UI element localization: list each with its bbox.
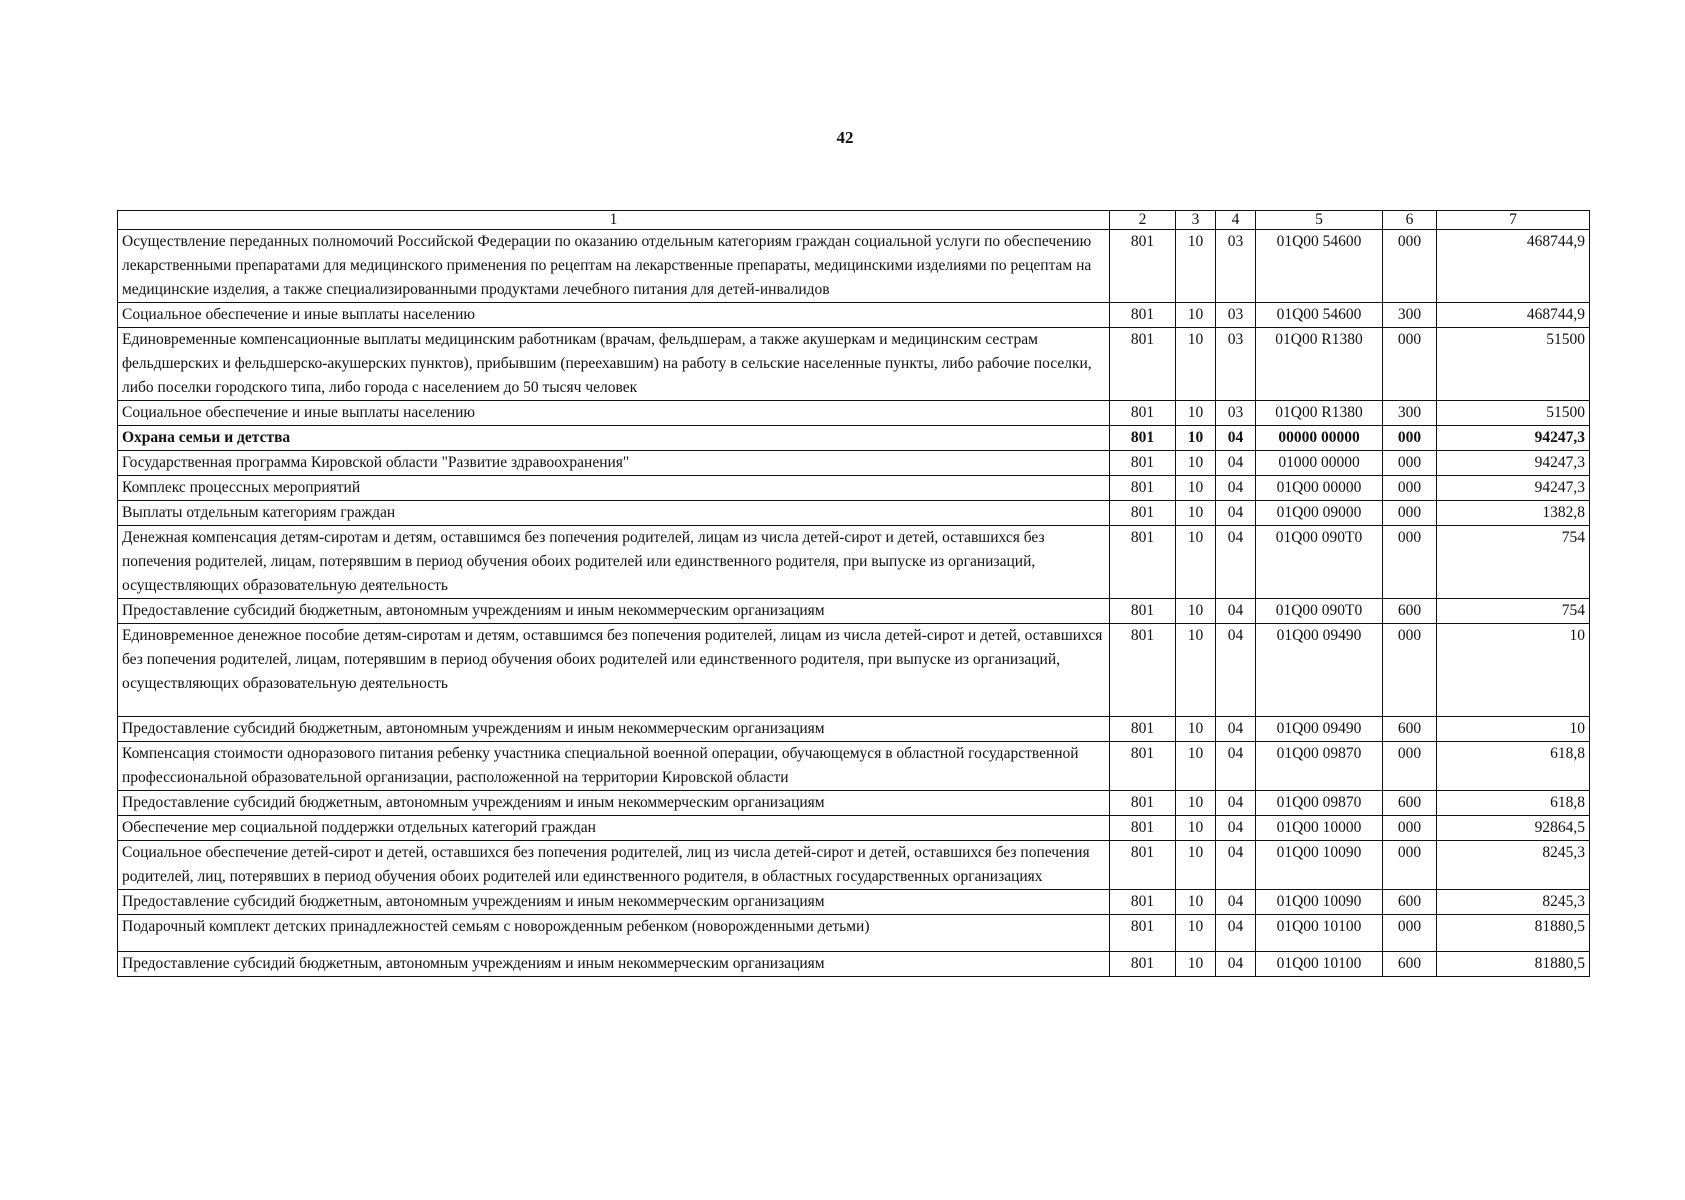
row-target-cell: 01Q00 10000: [1256, 816, 1383, 841]
table-row: [118, 841, 1590, 890]
row-code-cell: 801: [1110, 791, 1176, 816]
row-code-cell: 801: [1110, 952, 1176, 977]
row-code-cell: 801: [1110, 328, 1176, 401]
table-row: [118, 328, 1590, 401]
row-target-cell: 01Q00 09870: [1256, 791, 1383, 816]
row-type-cell: 000: [1383, 476, 1437, 501]
row-subsection-cell: 04: [1216, 451, 1256, 476]
row-target-cell: 01Q00 R1380: [1256, 328, 1383, 401]
row-amount-cell: 10: [1437, 624, 1590, 717]
header-cell: 4: [1216, 211, 1256, 230]
row-name-cell: Предоставление субсидий бюджетным, автономным учреждениям и иным некоммерческим организациям: [118, 791, 1110, 816]
row-target-cell: 01Q00 090T0: [1256, 599, 1383, 624]
row-amount-cell: 8245,3: [1437, 841, 1590, 890]
row-code-cell: 801: [1110, 599, 1176, 624]
row-name-cell: Обеспечение мер социальной поддержки отдельных категорий граждан: [118, 816, 1110, 841]
row-code-cell: 801: [1110, 526, 1176, 599]
row-name-cell: Комплекс процессных мероприятий: [118, 476, 1110, 501]
row-section-cell: 10: [1176, 303, 1216, 328]
row-type-cell: 600: [1383, 890, 1437, 915]
row-target-cell: 01Q00 54600: [1256, 230, 1383, 303]
table-row: [118, 451, 1590, 476]
row-type-cell: 600: [1383, 717, 1437, 742]
row-amount-cell: 618,8: [1437, 742, 1590, 791]
table-row: [118, 230, 1590, 303]
row-name-cell: Социальное обеспечение и иные выплаты населению: [118, 401, 1110, 426]
row-type-cell: 000: [1383, 624, 1437, 717]
row-code-cell: 801: [1110, 841, 1176, 890]
row-name-cell: Выплаты отдельным категориям граждан: [118, 501, 1110, 526]
row-section-cell: 10: [1176, 451, 1216, 476]
row-subsection-cell: 04: [1216, 717, 1256, 742]
row-type-cell: 600: [1383, 791, 1437, 816]
row-type-cell: 000: [1383, 841, 1437, 890]
row-section-cell: 10: [1176, 476, 1216, 501]
row-code-cell: 801: [1110, 303, 1176, 328]
row-section-cell: 10: [1176, 401, 1216, 426]
row-name-cell: Единовременные компенсационные выплаты медицинским работникам (врачам, фельдшерам, а также акушеркам и медицинским сестрам фельдшерских и фельдшерско-акушерских пунктов), прибывшим (переехавшим) на работу в сельские населенные пункты, либо рабочие поселки, либо поселки городского типа, либо города с населением до 50 тысяч человек: [118, 328, 1110, 401]
row-target-cell: 01Q00 09490: [1256, 717, 1383, 742]
row-subsection-cell: 04: [1216, 841, 1256, 890]
row-type-cell: 300: [1383, 401, 1437, 426]
table-row: [118, 717, 1590, 742]
row-name-cell: Денежная компенсация детям-сиротам и детям, оставшимся без попечения родителей, лицам из числа детей-сирот и детей, оставшихся без попечения родителей, лицам, потерявшим в период обучения обоих родителей или единственного родителя, при выпуске из организаций, осуществляющих образовательную деятельность: [118, 526, 1110, 599]
row-subsection-cell: 04: [1216, 624, 1256, 717]
row-amount-cell: 10: [1437, 717, 1590, 742]
row-amount-cell: 754: [1437, 526, 1590, 599]
row-type-cell: 000: [1383, 526, 1437, 599]
row-code-cell: 801: [1110, 476, 1176, 501]
row-type-cell: 000: [1383, 230, 1437, 303]
row-subsection-cell: 03: [1216, 230, 1256, 303]
row-target-cell: 01Q00 09000: [1256, 501, 1383, 526]
row-type-cell: 000: [1383, 328, 1437, 401]
row-type-cell: 000: [1383, 451, 1437, 476]
row-code-cell: 801: [1110, 624, 1176, 717]
row-type-cell: 600: [1383, 952, 1437, 977]
row-subsection-cell: 04: [1216, 816, 1256, 841]
row-target-cell: 01Q00 R1380: [1256, 401, 1383, 426]
row-target-cell: 01Q00 10090: [1256, 841, 1383, 890]
page-number: 42: [836, 128, 854, 147]
table-body: [118, 230, 1590, 977]
table-row: [118, 890, 1590, 915]
row-section-cell: 10: [1176, 791, 1216, 816]
row-target-cell: 01Q00 10100: [1256, 952, 1383, 977]
row-amount-cell: 754: [1437, 599, 1590, 624]
row-section-cell: 10: [1176, 526, 1216, 599]
row-code-cell: 801: [1110, 915, 1176, 952]
row-code-cell: 801: [1110, 451, 1176, 476]
row-target-cell: 01Q00 09490: [1256, 624, 1383, 717]
row-amount-cell: 1382,8: [1437, 501, 1590, 526]
row-subsection-cell: 04: [1216, 599, 1256, 624]
row-subsection-cell: 03: [1216, 328, 1256, 401]
row-amount-cell: 81880,5: [1437, 915, 1590, 952]
row-code-cell: 801: [1110, 426, 1176, 451]
row-name-cell: Предоставление субсидий бюджетным, автономным учреждениям и иным некоммерческим организациям: [118, 599, 1110, 624]
row-type-cell: 000: [1383, 426, 1437, 451]
row-target-cell: 01Q00 54600: [1256, 303, 1383, 328]
row-subsection-cell: 04: [1216, 915, 1256, 952]
table-row: [118, 501, 1590, 526]
row-target-cell: 01Q00 10090: [1256, 890, 1383, 915]
row-amount-cell: 81880,5: [1437, 952, 1590, 977]
table-row: [118, 742, 1590, 791]
row-subsection-cell: 04: [1216, 501, 1256, 526]
header-cell: 2: [1110, 211, 1176, 230]
header-cell: 5: [1256, 211, 1383, 230]
row-name-cell: Государственная программа Кировской области "Развитие здравоохранения": [118, 451, 1110, 476]
row-code-cell: 801: [1110, 401, 1176, 426]
row-name-cell: Подарочный комплект детских принадлежностей семьям с новорожденным ребенком (новорожденными детьми): [118, 915, 1110, 952]
row-target-cell: 01Q00 090T0: [1256, 526, 1383, 599]
row-target-cell: 01Q00 09870: [1256, 742, 1383, 791]
table-row: [118, 952, 1590, 977]
row-subsection-cell: 03: [1216, 401, 1256, 426]
row-amount-cell: 51500: [1437, 328, 1590, 401]
table-row: [118, 426, 1590, 451]
table-row: [118, 526, 1590, 599]
row-section-cell: 10: [1176, 742, 1216, 791]
header-cell: 7: [1437, 211, 1590, 230]
row-target-cell: 01Q00 00000: [1256, 476, 1383, 501]
row-name-cell: Охрана семьи и детства: [118, 426, 1110, 451]
row-target-cell: 01Q00 10100: [1256, 915, 1383, 952]
row-section-cell: 10: [1176, 501, 1216, 526]
row-amount-cell: 468744,9: [1437, 230, 1590, 303]
row-section-cell: 10: [1176, 717, 1216, 742]
row-subsection-cell: 04: [1216, 890, 1256, 915]
row-amount-cell: 94247,3: [1437, 476, 1590, 501]
row-type-cell: 300: [1383, 303, 1437, 328]
row-section-cell: 10: [1176, 426, 1216, 451]
row-amount-cell: 468744,9: [1437, 303, 1590, 328]
row-subsection-cell: 04: [1216, 952, 1256, 977]
row-section-cell: 10: [1176, 599, 1216, 624]
header-cell: 6: [1383, 211, 1437, 230]
row-type-cell: 000: [1383, 742, 1437, 791]
row-section-cell: 10: [1176, 841, 1216, 890]
row-code-cell: 801: [1110, 717, 1176, 742]
row-section-cell: 10: [1176, 915, 1216, 952]
budget-table: [117, 210, 1590, 977]
row-subsection-cell: 04: [1216, 791, 1256, 816]
header-cell: 3: [1176, 211, 1216, 230]
row-type-cell: 000: [1383, 501, 1437, 526]
table-row: [118, 303, 1590, 328]
row-subsection-cell: 04: [1216, 426, 1256, 451]
row-code-cell: 801: [1110, 890, 1176, 915]
row-section-cell: 10: [1176, 328, 1216, 401]
row-section-cell: 10: [1176, 230, 1216, 303]
row-target-cell: 00000 00000: [1256, 426, 1383, 451]
row-amount-cell: 94247,3: [1437, 426, 1590, 451]
table-row: [118, 599, 1590, 624]
header-cell: 1: [118, 211, 1110, 230]
row-subsection-cell: 04: [1216, 476, 1256, 501]
row-section-cell: 10: [1176, 816, 1216, 841]
row-subsection-cell: 03: [1216, 303, 1256, 328]
row-code-cell: 801: [1110, 742, 1176, 791]
row-code-cell: 801: [1110, 230, 1176, 303]
table-row: [118, 624, 1590, 717]
table-row: [118, 791, 1590, 816]
row-type-cell: 600: [1383, 599, 1437, 624]
row-code-cell: 801: [1110, 501, 1176, 526]
row-type-cell: 000: [1383, 915, 1437, 952]
row-name-cell: Предоставление субсидий бюджетным, автономным учреждениям и иным некоммерческим организациям: [118, 717, 1110, 742]
row-name-cell: Компенсация стоимости одноразового питания ребенку участника специальной военной операции, обучающемуся в областной государственной профессиональной образовательной организации, расположенной на территории Кировской области: [118, 742, 1110, 791]
row-name-cell: Предоставление субсидий бюджетным, автономным учреждениям и иным некоммерческим организациям: [118, 952, 1110, 977]
row-section-cell: 10: [1176, 890, 1216, 915]
header-row: [118, 211, 1590, 230]
row-subsection-cell: 04: [1216, 526, 1256, 599]
row-name-cell: Предоставление субсидий бюджетным, автономным учреждениям и иным некоммерческим организациям: [118, 890, 1110, 915]
row-amount-cell: 92864,5: [1437, 816, 1590, 841]
row-type-cell: 000: [1383, 816, 1437, 841]
row-name-cell: Социальное обеспечение и иные выплаты населению: [118, 303, 1110, 328]
row-code-cell: 801: [1110, 816, 1176, 841]
table-row: [118, 476, 1590, 501]
table-row: [118, 401, 1590, 426]
row-amount-cell: 94247,3: [1437, 451, 1590, 476]
table-row: [118, 816, 1590, 841]
table-row: [118, 915, 1590, 952]
row-section-cell: 10: [1176, 952, 1216, 977]
row-name-cell: Социальное обеспечение детей-сирот и детей, оставшихся без попечения родителей, лиц из числа детей-сирот и детей, оставшихся без попечения родителей, лиц, потерявших в период обучения обоих родителей или единственного родителя, в областных государственных организациях: [118, 841, 1110, 890]
row-target-cell: 01000 00000: [1256, 451, 1383, 476]
row-section-cell: 10: [1176, 624, 1216, 717]
row-amount-cell: 618,8: [1437, 791, 1590, 816]
row-name-cell: Осуществление переданных полномочий Российской Федерации по оказанию отдельным категориям граждан социальной услуги по обеспечению лекарственными препаратами для медицинского применения по рецептам на лекарственные препараты, медицинскими изделиями по рецептам на медицинские изделия, а также специализированными продуктами лечебного питания для детей-инвалидов: [118, 230, 1110, 303]
row-amount-cell: 51500: [1437, 401, 1590, 426]
row-subsection-cell: 04: [1216, 742, 1256, 791]
row-name-cell: Единовременное денежное пособие детям-сиротам и детям, оставшимся без попечения родителей, лицам из числа детей-сирот и детей, оставшихся без попечения родителей, лицам, потерявшим в период обучения обоих родителей или единственного родителя, при выпуске из организаций, осуществляющих образовательную деятельность: [118, 624, 1110, 717]
row-amount-cell: 8245,3: [1437, 890, 1590, 915]
